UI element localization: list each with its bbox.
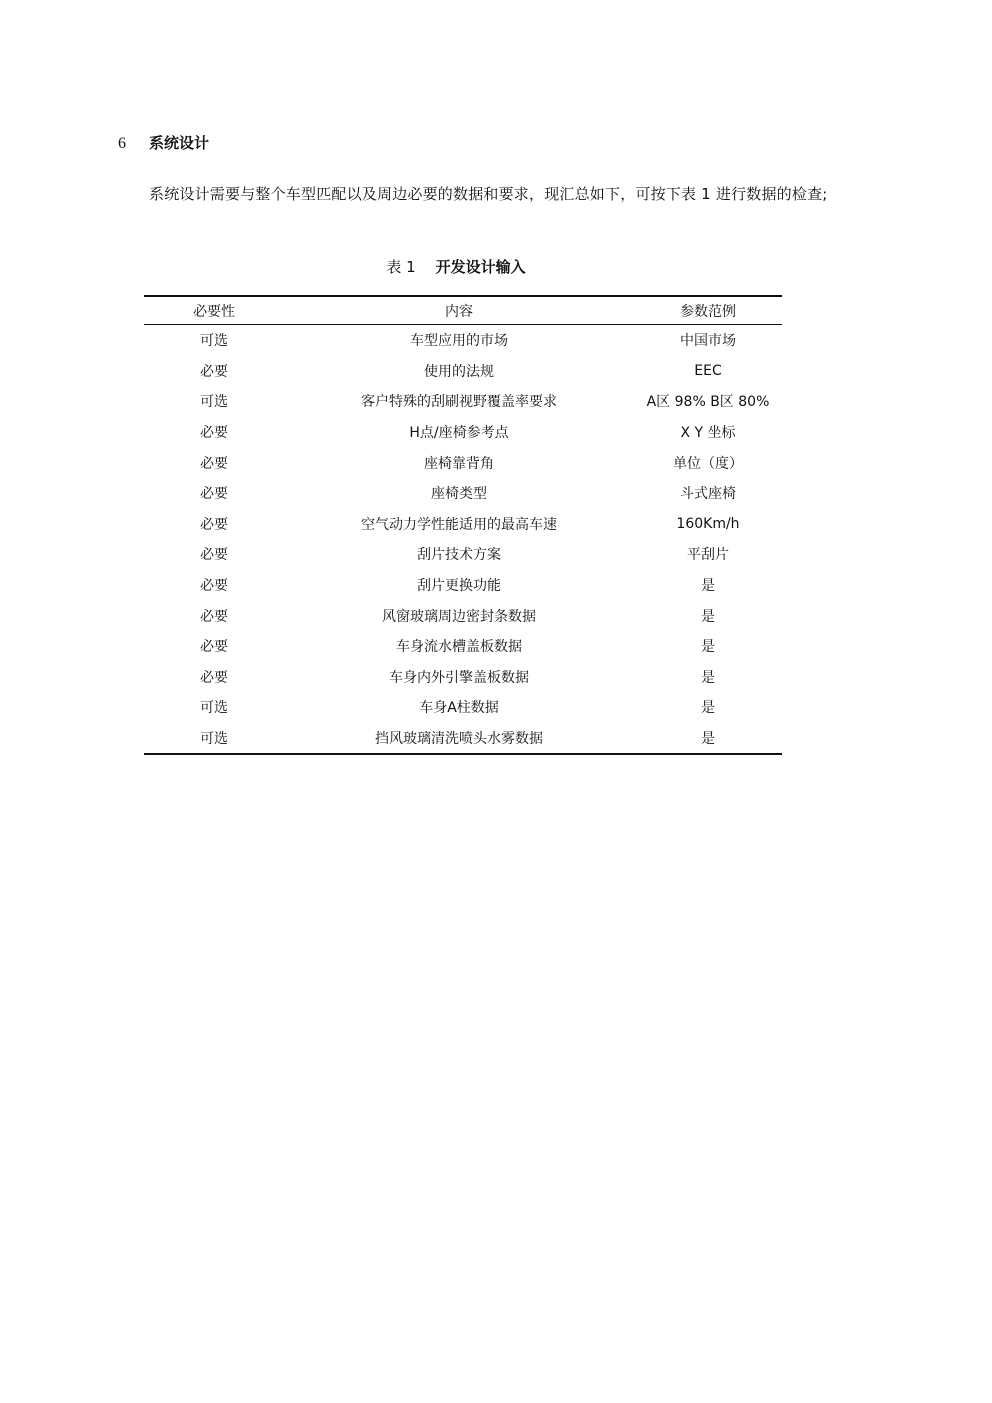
cell-necessity: 可选	[200, 394, 228, 411]
table-caption-label: 表 1	[386, 258, 416, 276]
cell-parameter-example: 是	[701, 669, 715, 686]
cell-parameter-example: 是	[701, 700, 715, 717]
table-row	[144, 600, 782, 631]
table-row	[144, 356, 782, 387]
cell-content: 车身内外引擎盖板数据	[389, 669, 529, 686]
cell-necessity: 必要	[200, 455, 228, 472]
cell-necessity: 必要	[200, 669, 228, 686]
cell-content: H点/座椅参考点	[409, 425, 509, 442]
table-header-row	[144, 296, 782, 325]
cell-content: 座椅类型	[431, 486, 487, 503]
header-content: 内容	[445, 303, 473, 320]
cell-parameter-example: 平刮片	[687, 547, 729, 564]
table-row	[144, 447, 782, 478]
table-row	[144, 662, 782, 693]
cell-necessity: 必要	[200, 425, 228, 442]
cell-parameter-example: 斗式座椅	[680, 486, 736, 503]
cell-content: 车型应用的市场	[410, 333, 508, 350]
cell-content: 风窗玻璃周边密封条数据	[382, 608, 536, 625]
table-row	[144, 570, 782, 601]
table-row	[144, 692, 782, 723]
cell-parameter-example: 是	[701, 608, 715, 625]
table-row	[144, 325, 782, 356]
table-row	[144, 539, 782, 570]
cell-necessity: 必要	[200, 486, 228, 503]
section-number: 6	[118, 135, 126, 152]
cell-necessity: 必要	[200, 608, 228, 625]
cell-content: 座椅靠背角	[424, 455, 494, 472]
section-title: 系统设计	[149, 134, 210, 152]
cell-necessity: 必要	[200, 547, 228, 564]
cell-content: 车身A柱数据	[419, 700, 499, 717]
section-heading	[118, 131, 209, 156]
design-input-table	[144, 295, 782, 755]
cell-parameter-example: 单位（度）	[673, 455, 743, 472]
cell-parameter-example: 是	[701, 639, 715, 656]
cell-parameter-example: EEC	[694, 362, 722, 379]
cell-parameter-example: X Y 坐标	[680, 425, 736, 442]
table-row	[144, 386, 782, 417]
table-row	[144, 417, 782, 448]
header-necessity: 必要性	[193, 303, 235, 320]
cell-necessity: 必要	[200, 578, 228, 595]
cell-content: 刮片技术方案	[417, 547, 501, 564]
cell-content: 空气动力学性能适用的最高车速	[361, 516, 557, 533]
table-row	[144, 478, 782, 509]
cell-necessity: 可选	[200, 333, 228, 350]
cell-parameter-example: 160Km/h	[676, 515, 740, 532]
cell-necessity: 可选	[200, 700, 228, 717]
cell-content: 车身流水槽盖板数据	[396, 639, 522, 656]
header-parameter-example: 参数范例	[680, 303, 736, 320]
cell-parameter-example: 是	[701, 731, 715, 748]
table-row	[144, 509, 782, 540]
cell-necessity: 必要	[200, 639, 228, 656]
cell-necessity: 必要	[200, 363, 228, 380]
table-row	[144, 631, 782, 662]
cell-content: 客户特殊的刮刷视野覆盖率要求	[361, 394, 557, 411]
cell-necessity: 可选	[200, 731, 228, 748]
cell-parameter-example: 中国市场	[680, 333, 736, 350]
cell-parameter-example: 是	[701, 578, 715, 595]
table-caption-title: 开发设计输入	[435, 258, 526, 276]
cell-necessity: 必要	[200, 516, 228, 533]
cell-content: 使用的法规	[424, 363, 494, 380]
table-caption	[0, 255, 912, 279]
cell-parameter-example: A区 98% B区 80%	[646, 394, 770, 411]
table-row	[144, 723, 782, 755]
cell-content: 挡风玻璃清洗喷头水雾数据	[375, 731, 543, 748]
cell-content: 刮片更换功能	[417, 578, 501, 595]
intro-paragraph: 系统设计需要与整个车型匹配以及周边必要的数据和要求，现汇总如下，可按下表 1 进行数据的检查;	[149, 185, 828, 203]
